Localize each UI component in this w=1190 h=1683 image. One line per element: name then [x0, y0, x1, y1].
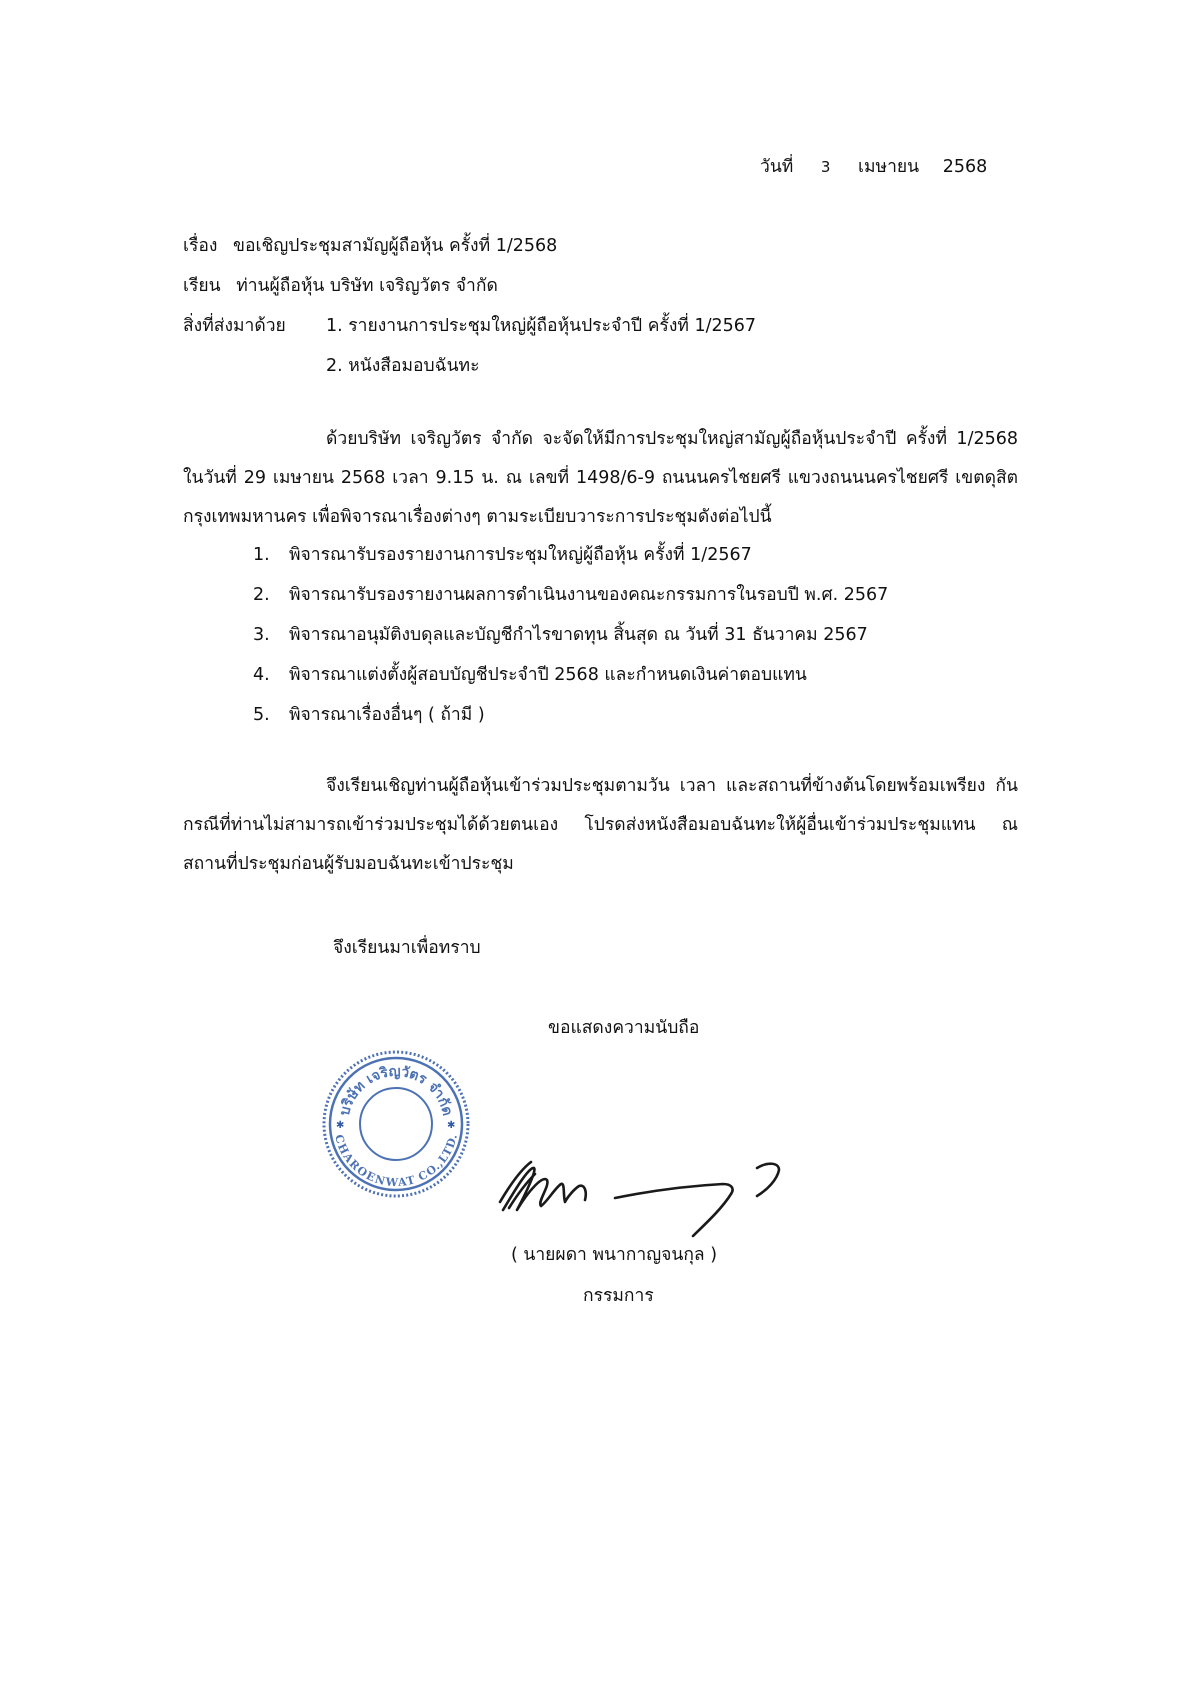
agenda-number: 2.	[253, 585, 270, 605]
recipient-line	[183, 271, 498, 299]
enclosure-line-2	[326, 351, 479, 379]
date-year: 2568	[942, 157, 988, 177]
agenda-item	[253, 620, 868, 648]
date-month: เมษายน	[858, 157, 920, 177]
date-label: วันที่	[760, 157, 794, 177]
agenda-item	[253, 660, 807, 688]
enclosure-line	[183, 311, 757, 339]
agenda-text: พิจารณาเรื่องอื่นๆ ( ถ้ามี )	[289, 705, 485, 725]
agenda-item	[253, 540, 752, 568]
agenda-text: พิจารณาแต่งตั้งผู้สอบบัญชีประจำปี 2568 และกำหนดเงินค่าตอบแทน	[289, 665, 807, 685]
agenda-item	[253, 700, 485, 728]
stamp-english-text: CHAROENWAT CO.,LTD.	[332, 1133, 460, 1190]
intro-paragraph: ด้วยบริษัท เจริญวัตร จำกัด จะจัดให้มีการประชุมใหญ่สามัญผู้ถือหุ้นประจำปี ครั้งที่ 1/2568 ในวันที่ 29 เมษายน 2568 เวลา 9.15 น. ณ เลขที่ 1498/6-9 ถนนนครไชยศรี แขวงถนนนครไชยศรี เขตดุสิต กรุงเทพมหานคร เพื่อพิจารณาเรื่องต่างๆ ตามระเบียบวาระการประชุมดังต่อไปนี้	[183, 429, 1018, 527]
agenda-text: พิจารณารับรองรายงานผลการดำเนินงานของคณะกรรมการในรอบปี พ.ศ. 2567	[289, 585, 889, 605]
stamp-thai-text: บริษัท เจริญวัตร จำกัด	[336, 1063, 456, 1118]
agenda-text: พิจารณารับรองรายงานการประชุมใหญ่ผู้ถือหุ้น ครั้งที่ 1/2567	[289, 545, 752, 565]
agenda-text: พิจารณาอนุมัติงบดุลและบัญชีกำไรขาดทุน สิ้นสุด ณ วันที่ 31 ธันวาคม 2567	[289, 625, 868, 645]
recipient-text: ท่านผู้ถือหุ้น บริษัท เจริญวัตร จำกัด	[236, 276, 498, 296]
company-stamp	[320, 1048, 472, 1200]
enclosure-item-1: 1. รายงานการประชุมใหญ่ผู้ถือหุ้นประจำปี ครั้งที่ 1/2567	[326, 316, 757, 336]
letter-date	[760, 152, 987, 180]
agenda-number: 1.	[253, 545, 270, 565]
agenda-number: 4.	[253, 665, 270, 685]
regards-line: ขอแสดงความนับถือ	[548, 1018, 700, 1038]
agenda-item	[253, 580, 888, 608]
invitation-paragraph: จึงเรียนเชิญท่านผู้ถือหุ้นเข้าร่วมประชุมตามวัน เวลา และสถานที่ข้างต้นโดยพร้อมเพรียง กันกรณีที่ท่านไม่สามารถเข้าร่วมประชุมได้ด้วยตนเอง โปรดส่งหนังสือมอบฉันทะให้ผู้อื่นเข้าร่วมประชุมแทน ณ สถานที่ประชุมก่อนผู้รับมอบฉันทะเข้าประชุม	[183, 776, 1018, 874]
closing-line: จึงเรียนมาเพื่อทราบ	[333, 938, 481, 958]
agenda-number: 5.	[253, 705, 270, 725]
signer-name: ( นายผดา พนากาญจนกุล )	[511, 1245, 718, 1265]
enclosure-item-2: 2. หนังสือมอบฉันทะ	[326, 356, 480, 376]
stamp-star-icon: ✱	[336, 1120, 345, 1131]
stamp-star-icon: ✱	[447, 1120, 456, 1131]
date-day: 3	[820, 158, 831, 176]
handwritten-signature	[495, 1140, 825, 1250]
signer-title: กรรมการ	[583, 1286, 654, 1306]
subject-label: เรื่อง	[183, 236, 218, 256]
enclosure-label: สิ่งที่ส่งมาด้วย	[183, 316, 286, 336]
recipient-label: เรียน	[183, 276, 221, 296]
subject-line	[183, 231, 557, 259]
subject-text: ขอเชิญประชุมสามัญผู้ถือหุ้น ครั้งที่ 1/2568	[233, 236, 558, 256]
agenda-number: 3.	[253, 625, 270, 645]
